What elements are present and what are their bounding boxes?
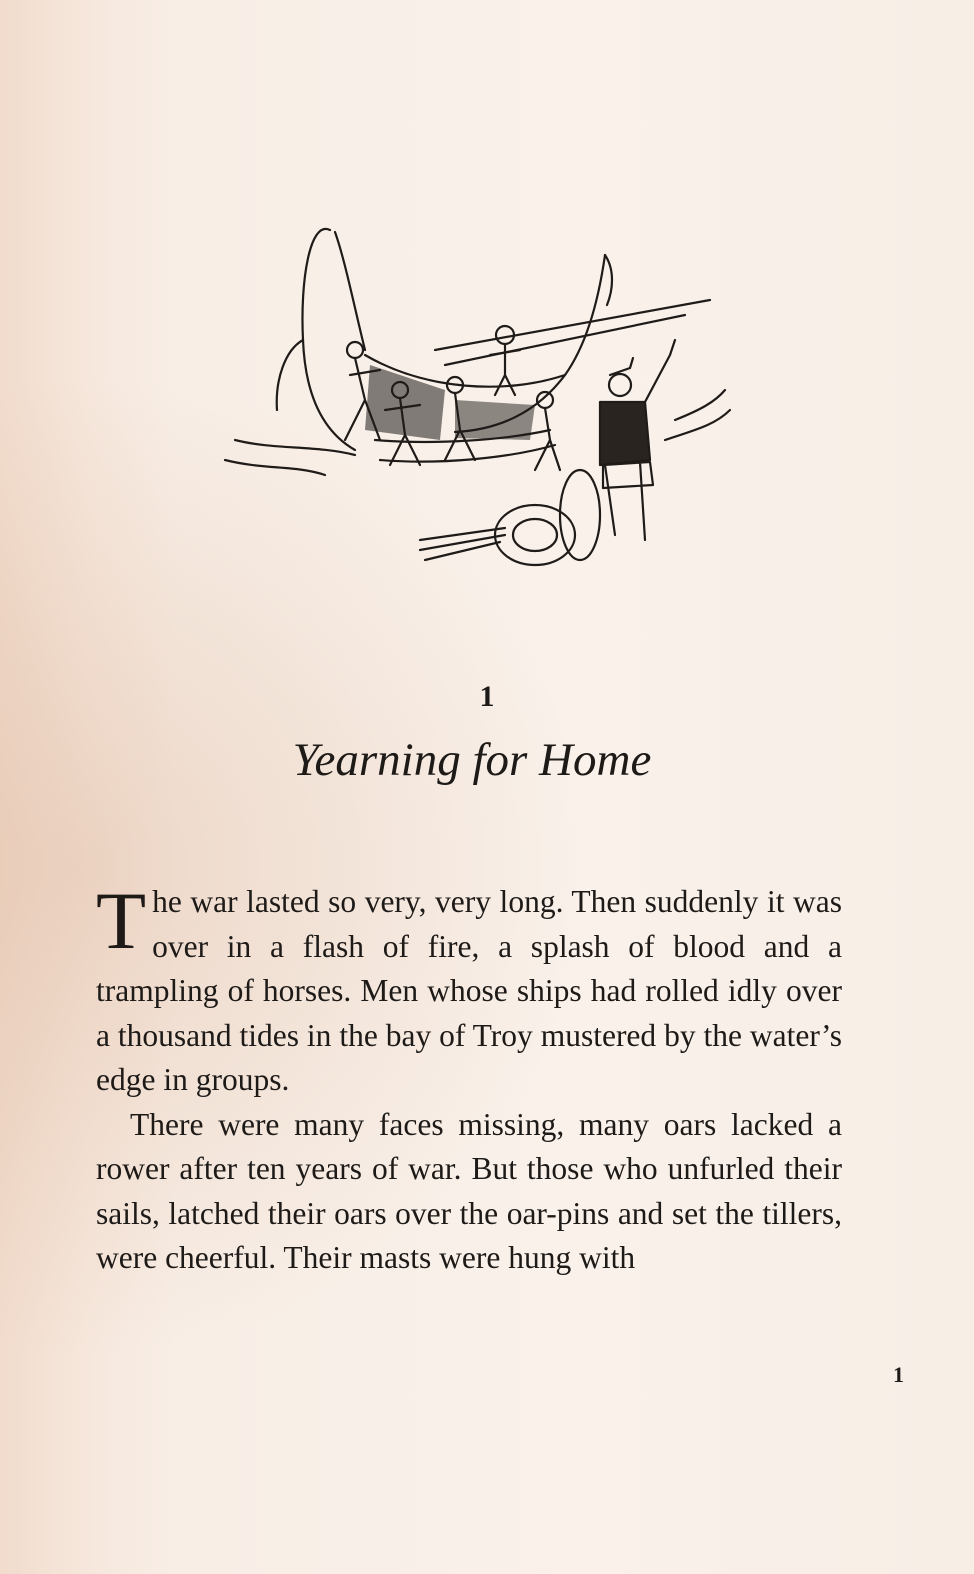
page-number: 1 (893, 1362, 904, 1387)
chapter-number: 1 (479, 680, 495, 713)
drop-cap: T (96, 875, 147, 966)
paragraph: There were many faces missing, many oars lacked a rower after ten years of war. But those who unfurled their sails, latched their oars over the oar-pins and set the tillers, were cheerful. Their masts were hung with (96, 1106, 842, 1275)
chapter-title: Yearning for Home (292, 734, 652, 786)
ship-launch-illustration-icon (205, 140, 735, 610)
paragraph-text: he war lasted so very, very long. Then suddenly it was over in a flash of fire, a splash of blood and a trampling of horses. Men whose ships had rolled idly over a thousand tides in the bay of Troy mustered by the water’s edge in groups. (96, 884, 842, 1097)
chapter-body (96, 875, 842, 1281)
paragraph (96, 875, 842, 1103)
